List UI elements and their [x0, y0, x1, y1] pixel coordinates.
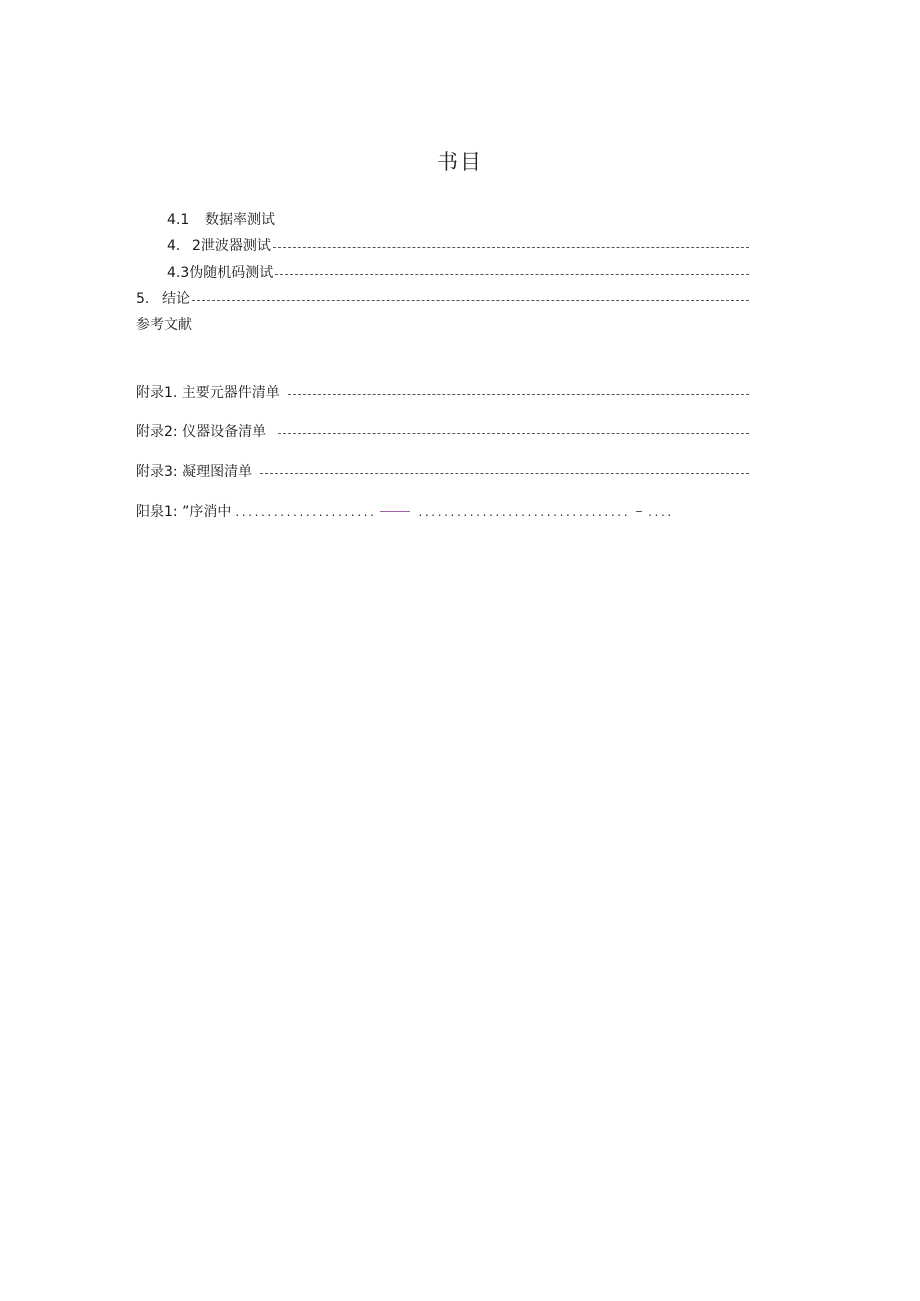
toc-item-4-1[interactable]	[167, 211, 275, 229]
toc-item-4-3[interactable]	[167, 264, 749, 282]
toc-label: 4.3伪随机码测试	[167, 265, 274, 281]
toc-item-appendix-3[interactable]	[136, 463, 749, 481]
toc-leader	[273, 247, 749, 248]
toc-label: 数据率测试	[205, 212, 275, 228]
toc-item-appendix-1[interactable]	[136, 384, 749, 402]
toc-leader	[260, 473, 749, 474]
toc-label: 参考文献	[136, 317, 192, 333]
toc-dots: ....	[648, 505, 674, 519]
toc-number: 4.	[167, 238, 181, 254]
toc-item-4-2[interactable]	[167, 237, 749, 255]
toc-item-5[interactable]	[136, 290, 749, 308]
toc-dots: ......................	[235, 505, 377, 519]
toc-leader	[275, 274, 749, 275]
toc-label: 附录2: 仪器设备清单	[136, 424, 267, 440]
page-title: 书目	[437, 150, 483, 174]
toc-number: 5.	[136, 291, 150, 307]
toc-item-references[interactable]	[136, 316, 192, 334]
toc-dash-mark	[636, 511, 642, 512]
toc-number: 4.1	[167, 212, 190, 228]
toc-leader	[278, 433, 749, 434]
toc-label: 阳泉1: ”序消中	[136, 504, 232, 520]
toc-item-appendix-x[interactable]	[136, 503, 749, 521]
toc-dash-mark	[380, 511, 410, 512]
toc-dots: .................................	[418, 505, 631, 519]
toc-label: 2泄波器测试	[192, 238, 271, 254]
toc-label: 附录3: 凝理图清单	[136, 464, 253, 480]
toc-item-appendix-2[interactable]	[136, 423, 749, 441]
toc-leader	[288, 394, 749, 395]
toc-label: 结论	[162, 291, 190, 307]
toc-leader	[192, 300, 749, 301]
toc-label: 附录1. 主要元器件清单	[136, 385, 280, 401]
